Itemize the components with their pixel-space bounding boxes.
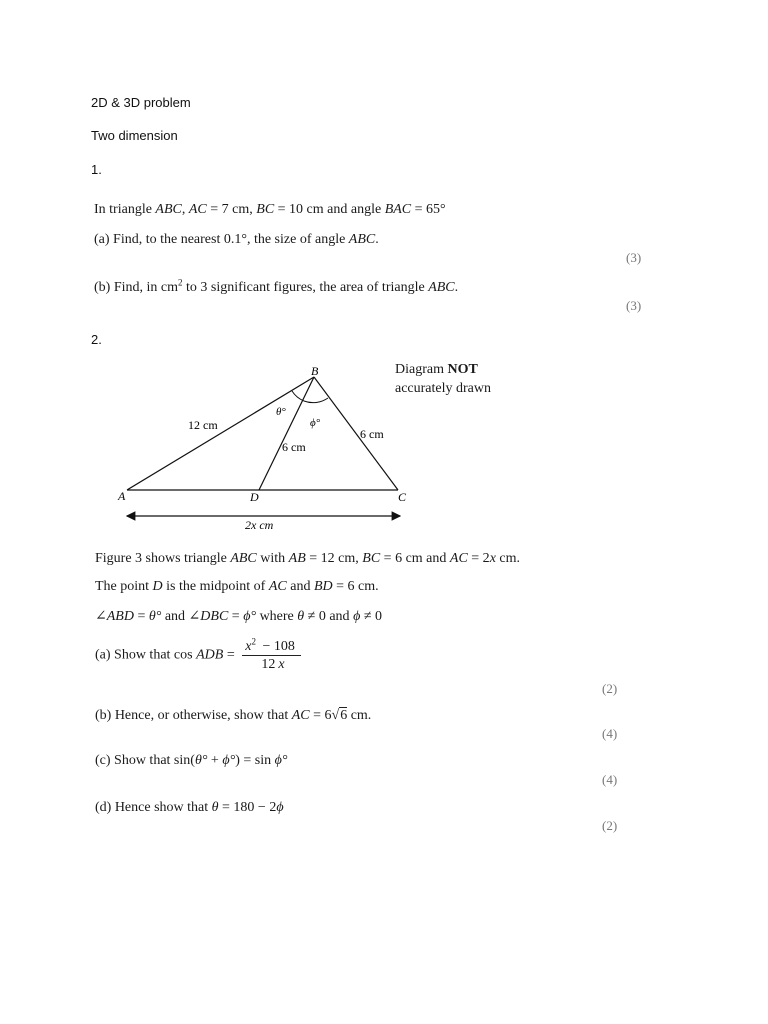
q1-marks-a: (3)	[626, 250, 642, 265]
q1-marks-b: (3)	[626, 298, 642, 313]
q2-marks-d: (2)	[602, 818, 618, 833]
q2-line-3: ∠ABD = θ° and ∠DBC = ϕ° where θ ≠ 0 and ϕ ≠ 0	[95, 609, 382, 624]
diagram-note-line2: accurately drawn	[395, 381, 491, 396]
side-bc	[314, 377, 398, 490]
label-bc: 6 cm	[360, 427, 384, 441]
diagram-note-line1: Diagram NOT	[395, 362, 478, 377]
q2-part-b: (b) Hence, or otherwise, show that AC = 6√6 cm.	[95, 708, 372, 723]
point-d-label: D	[250, 490, 259, 504]
q2-line-1: Figure 3 shows triangle ABC with AB = 12 cm, BC = 6 cm and AC = 2x cm.	[95, 551, 521, 566]
q1-part-b: (b) Find, in $cm^2$ to 3 significant figures, the area of triangle ABC.	[94, 277, 459, 295]
label-ab: 12 cm	[188, 418, 218, 432]
document-title: 2D & 3D problem	[91, 95, 191, 110]
angle-phi-arc	[304, 398, 328, 403]
q2-part-a: (a) Show that cos ADB = $\frac{x^2 - 108}{12 x}$	[95, 638, 301, 673]
point-a-label: A	[118, 489, 126, 503]
point-c-label: C	[398, 490, 407, 504]
q2-line-2: The point D is the midpoint of AC and BD = 6 cm.	[95, 579, 379, 594]
q2-marks-a: (2)	[602, 681, 618, 696]
q1-intro: In triangle ABC, AC = 7 cm, BC = 10 cm and angle BAC = 65°	[94, 202, 446, 217]
label-bd: 6 cm	[282, 440, 306, 454]
q2-part-c: (c) Show that sin(θ° + ϕ°) = sin ϕ°	[95, 753, 288, 768]
q2-marks-c: (4)	[602, 772, 618, 787]
angle-theta-arc	[292, 391, 304, 401]
question-1-number: 1.	[91, 162, 102, 177]
label-phi: ϕ°	[310, 417, 321, 429]
cos-adb-fraction: $\frac{x^2 - 108}{12 x}$	[242, 638, 301, 673]
q2-marks-b: (4)	[602, 726, 618, 741]
q2-part-d: (d) Hence show that θ = 180 − 2ϕ	[95, 800, 284, 815]
question-2-number: 2.	[91, 332, 102, 347]
section-heading: Two dimension	[91, 128, 178, 143]
q1-part-a: (a) Find, to the nearest 0.1°, the size of angle ABC.	[94, 232, 379, 247]
point-b-label: B	[311, 364, 319, 378]
label-ac: 2x cm	[245, 518, 274, 532]
label-theta: θ°	[276, 406, 286, 418]
